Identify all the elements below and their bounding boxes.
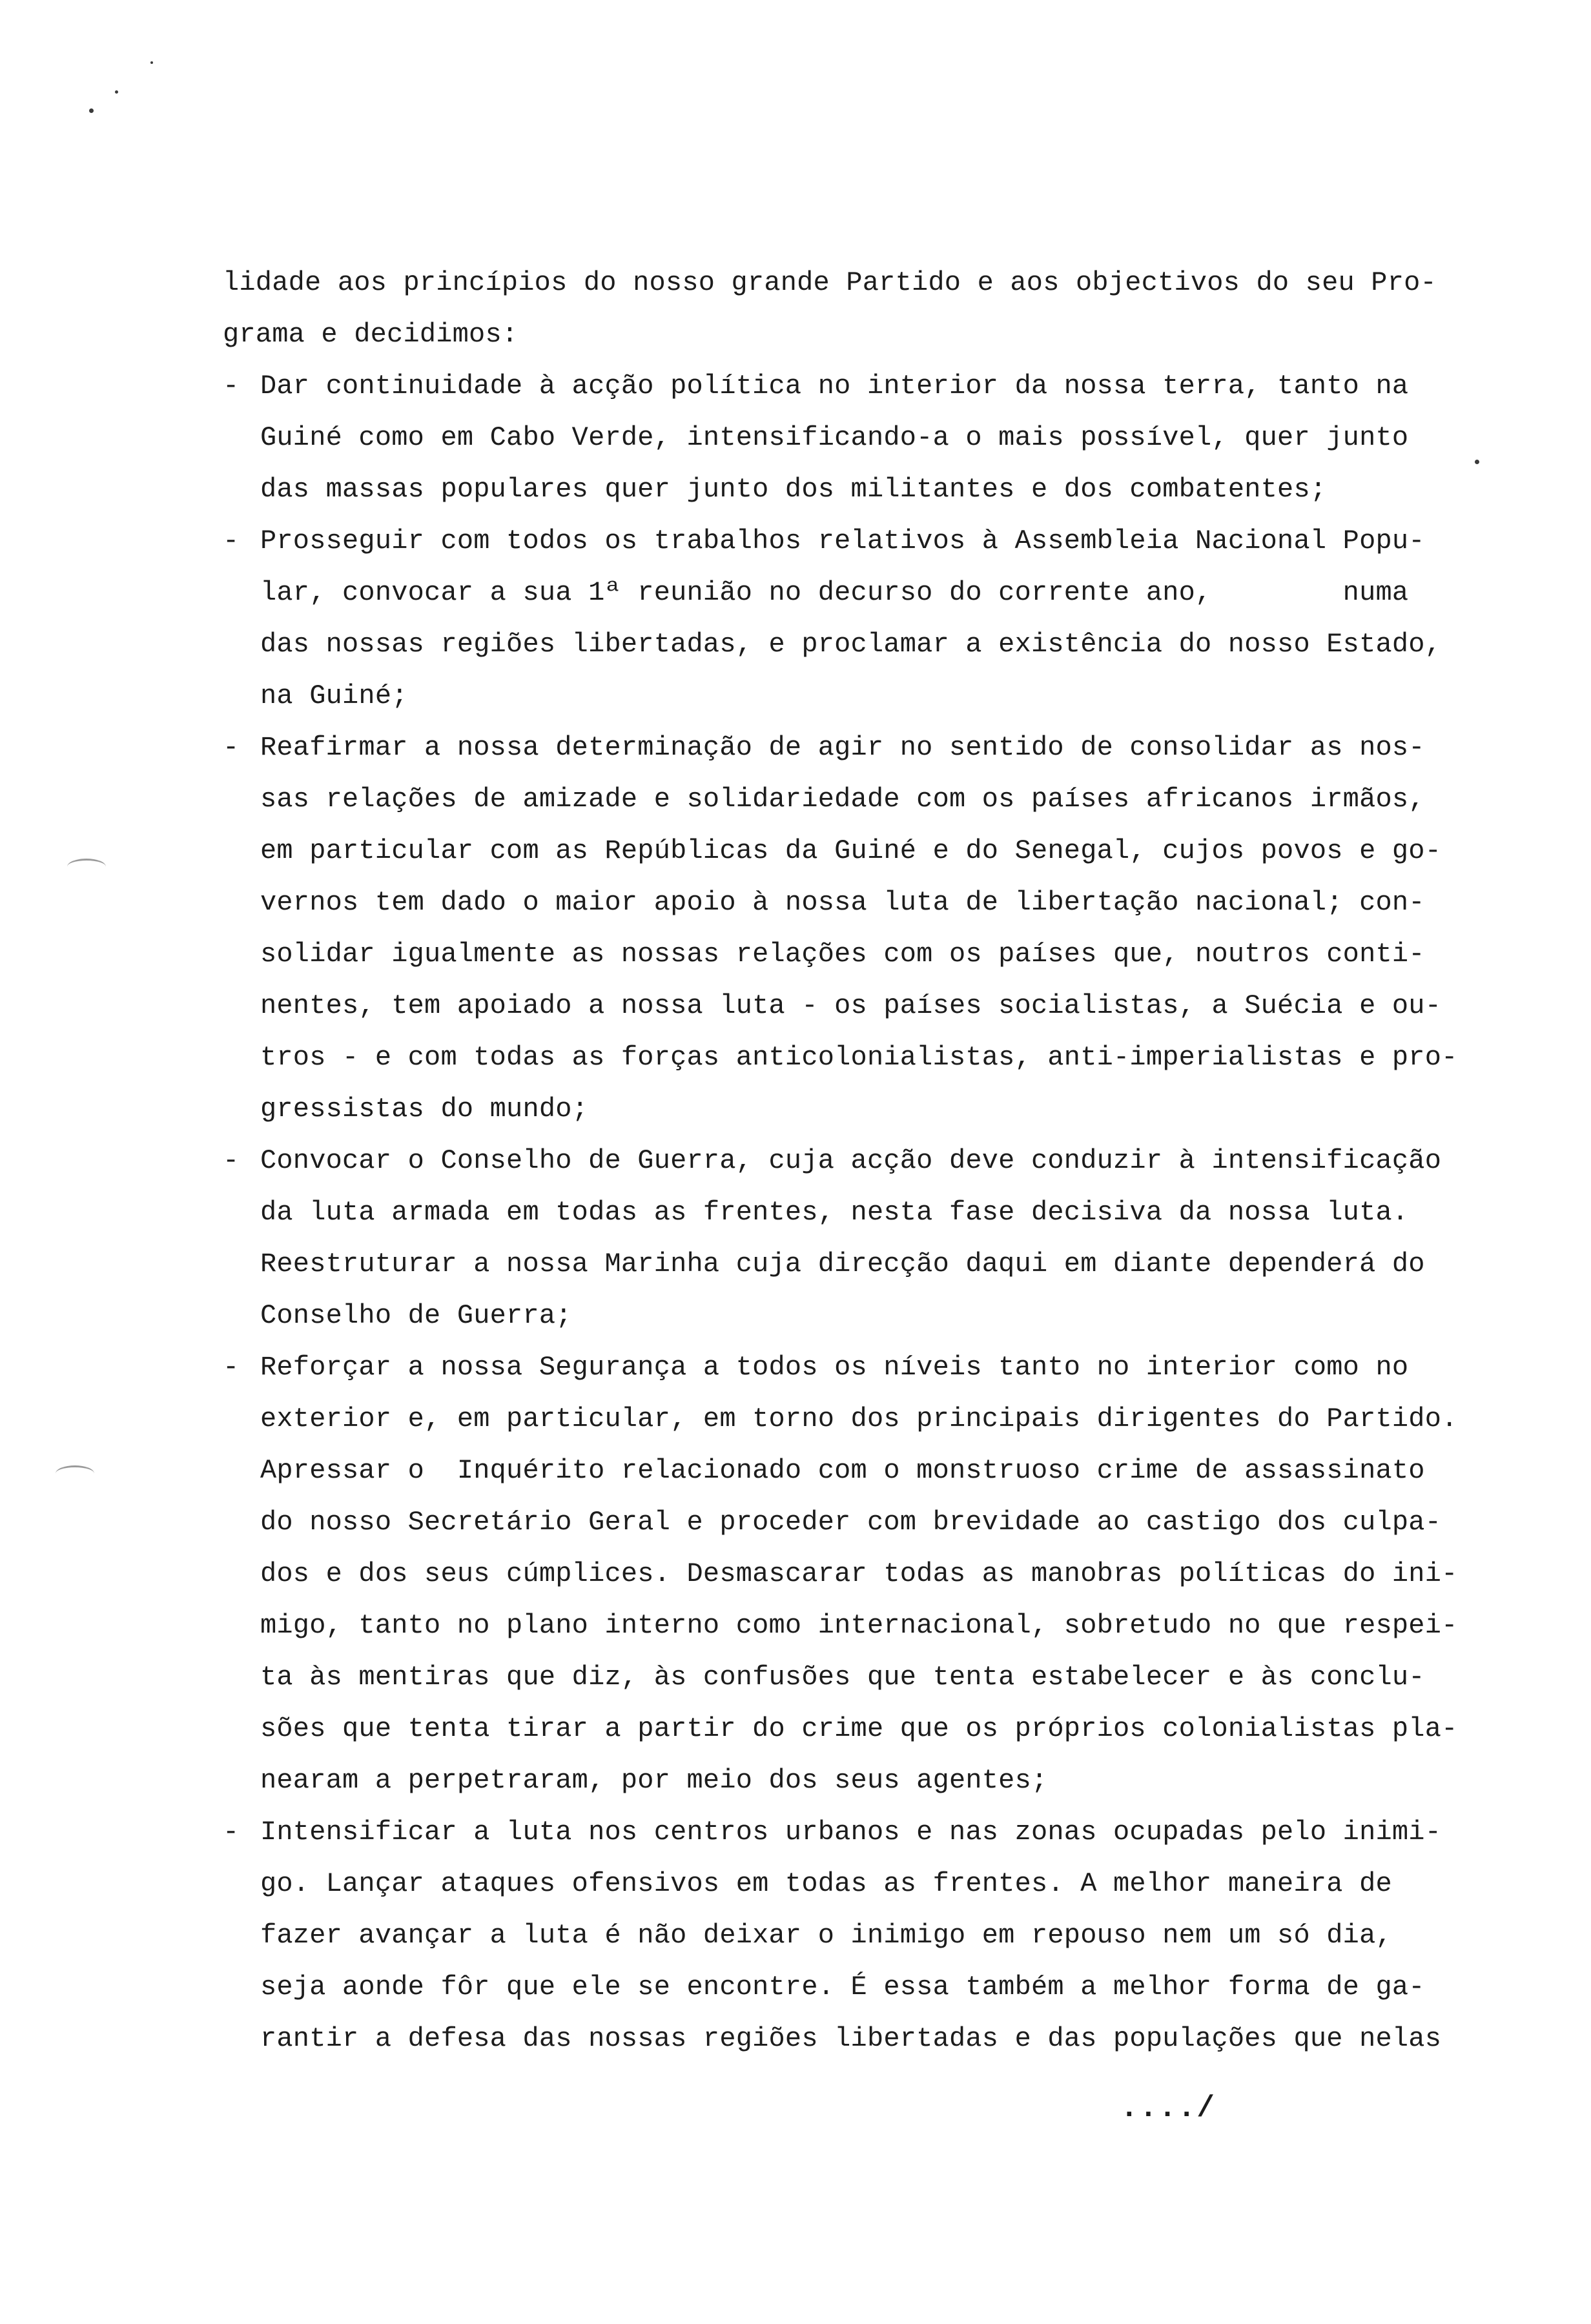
- text-line: [223, 928, 1450, 980]
- text-line: [223, 670, 1450, 722]
- text-line: [223, 773, 1450, 825]
- text-line: [223, 980, 1450, 1032]
- line-text: Prosseguir com todos os trabalhos relativos à Assembleia Nacional Popu-: [260, 525, 1425, 556]
- bullet-line: [223, 722, 1450, 773]
- bullet-line: [223, 1806, 1450, 1858]
- line-text: rantir a defesa das nossas regiões libertadas e das populações que nelas: [260, 2023, 1442, 2054]
- line-text: nearam a perpetraram, por meio dos seus agentes;: [260, 1765, 1048, 1796]
- text-line: [223, 1961, 1450, 2013]
- line-text: Reestruturar a nossa Marinha cuja direcção daqui em diante dependerá do: [260, 1249, 1425, 1279]
- text-line: [223, 1238, 1450, 1290]
- text-line: [223, 1187, 1450, 1238]
- text-line: [223, 1496, 1450, 1548]
- line-text: na Guiné;: [260, 680, 408, 711]
- line-text: lidade aos princípios do nosso grande Partido e aos objectivos do seu Pro-: [223, 267, 1437, 298]
- text-line: [223, 567, 1450, 618]
- text-line: [223, 2013, 1450, 2064]
- line-text: lar, convocar a sua 1ª reunião no decurso do corrente ano, numa: [260, 577, 1409, 608]
- line-text: Reforçar a nossa Segurança a todos os níveis tanto no interior como no: [260, 1352, 1409, 1383]
- line-text: migo, tanto no plano interno como internacional, sobretudo no que respei-: [260, 1610, 1458, 1641]
- text-line: [223, 1290, 1450, 1341]
- bullet-dash: -: [223, 525, 240, 556]
- bullet-dash: -: [223, 1145, 240, 1176]
- text-line: [223, 412, 1450, 464]
- bullet-line: [223, 1135, 1450, 1187]
- continuation-mark: ..../: [1120, 2092, 1216, 2125]
- text-line: [223, 618, 1450, 670]
- margin-mark-lower: [56, 1465, 94, 1482]
- line-text: exterior e, em particular, em torno dos principais dirigentes do Partido.: [260, 1403, 1458, 1434]
- text-line: [223, 1083, 1450, 1135]
- text-line: [223, 1651, 1450, 1703]
- bullet-dash: -: [223, 371, 240, 402]
- text-line: [223, 464, 1450, 515]
- line-text: Guiné como em Cabo Verde, intensificando-a o mais possível, quer junto: [260, 422, 1409, 453]
- text-line: [223, 1910, 1450, 1961]
- bullet-dash: -: [223, 1817, 240, 1848]
- text-line: [223, 1858, 1450, 1910]
- line-text: sas relações de amizade e solidariedade com os países africanos irmãos,: [260, 784, 1425, 815]
- line-text: fazer avançar a luta é não deixar o inimigo em repouso nem um só dia,: [260, 1920, 1392, 1951]
- line-text: tros - e com todas as forças anticolonialistas, anti-imperialistas e pro-: [260, 1042, 1458, 1073]
- line-text: Convocar o Conselho de Guerra, cuja acção deve conduzir à intensificação: [260, 1145, 1442, 1176]
- line-text: do nosso Secretário Geral e proceder com brevidade ao castigo dos culpa-: [260, 1507, 1442, 1538]
- text-line: [223, 1600, 1458, 1651]
- line-text: sões que tenta tirar a partir do crime que os próprios colonialistas pla-: [260, 1713, 1458, 1744]
- line-text: da luta armada em todas as frentes, nesta fase decisiva da nossa luta.: [260, 1197, 1409, 1228]
- line-text: em particular com as Repúblicas da Guiné e do Senegal, cujos povos e go-: [260, 835, 1442, 866]
- line-text: dos e dos seus cúmplices. Desmascarar todas as manobras políticas do ini-: [260, 1558, 1458, 1589]
- text-line: [223, 1032, 1458, 1083]
- line-text: Apressar o Inquérito relacionado com o monstruoso crime de assassinato: [260, 1455, 1425, 1486]
- line-text: go. Lançar ataques ofensivos em todas as frentes. A melhor maneira de: [260, 1868, 1392, 1899]
- text-line: [223, 1445, 1450, 1496]
- line-text: Conselho de Guerra;: [260, 1300, 572, 1331]
- text-line: [223, 825, 1450, 877]
- text-line: [223, 1393, 1458, 1445]
- bullet-dash: -: [223, 1352, 240, 1383]
- line-text: gressistas do mundo;: [260, 1094, 589, 1125]
- line-text: das massas populares quer junto dos militantes e dos combatentes;: [260, 474, 1327, 505]
- text-line: [223, 257, 1450, 309]
- bullet-line: [223, 360, 1450, 412]
- line-text: das nossas regiões libertadas, e proclamar a existência do nosso Estado,: [260, 629, 1442, 660]
- margin-mark-upper: [67, 859, 106, 875]
- text-line: [223, 1755, 1450, 1806]
- text-line: [223, 1703, 1458, 1755]
- line-text: Reafirmar a nossa determinação de agir no sentido de consolidar as nos-: [260, 732, 1425, 763]
- text-line: [223, 309, 1450, 360]
- line-text: Intensificar a luta nos centros urbanos e nas zonas ocupadas pelo inimi-: [260, 1817, 1442, 1848]
- line-text: solidar igualmente as nossas relações com os países que, noutros conti-: [260, 939, 1425, 970]
- text-line: [223, 877, 1450, 928]
- line-text: ta às mentiras que diz, às confusões que tenta estabelecer e às conclu-: [260, 1662, 1425, 1693]
- bullet-line: [223, 515, 1450, 567]
- line-text: Dar continuidade à acção política no interior da nossa terra, tanto na: [260, 371, 1409, 402]
- text-line: [223, 1548, 1458, 1600]
- line-text: seja aonde fôr que ele se encontre. É essa também a melhor forma de ga-: [260, 1972, 1425, 2003]
- document-body: [223, 257, 1458, 2064]
- line-text: vernos tem dado o maior apoio à nossa luta de libertação nacional; con-: [260, 887, 1425, 918]
- bullet-line: [223, 1341, 1450, 1393]
- line-text: grama e decidimos:: [223, 319, 518, 350]
- line-text: nentes, tem apoiado a nossa luta - os países socialistas, a Suécia e ou-: [260, 990, 1442, 1021]
- bullet-dash: -: [223, 732, 240, 763]
